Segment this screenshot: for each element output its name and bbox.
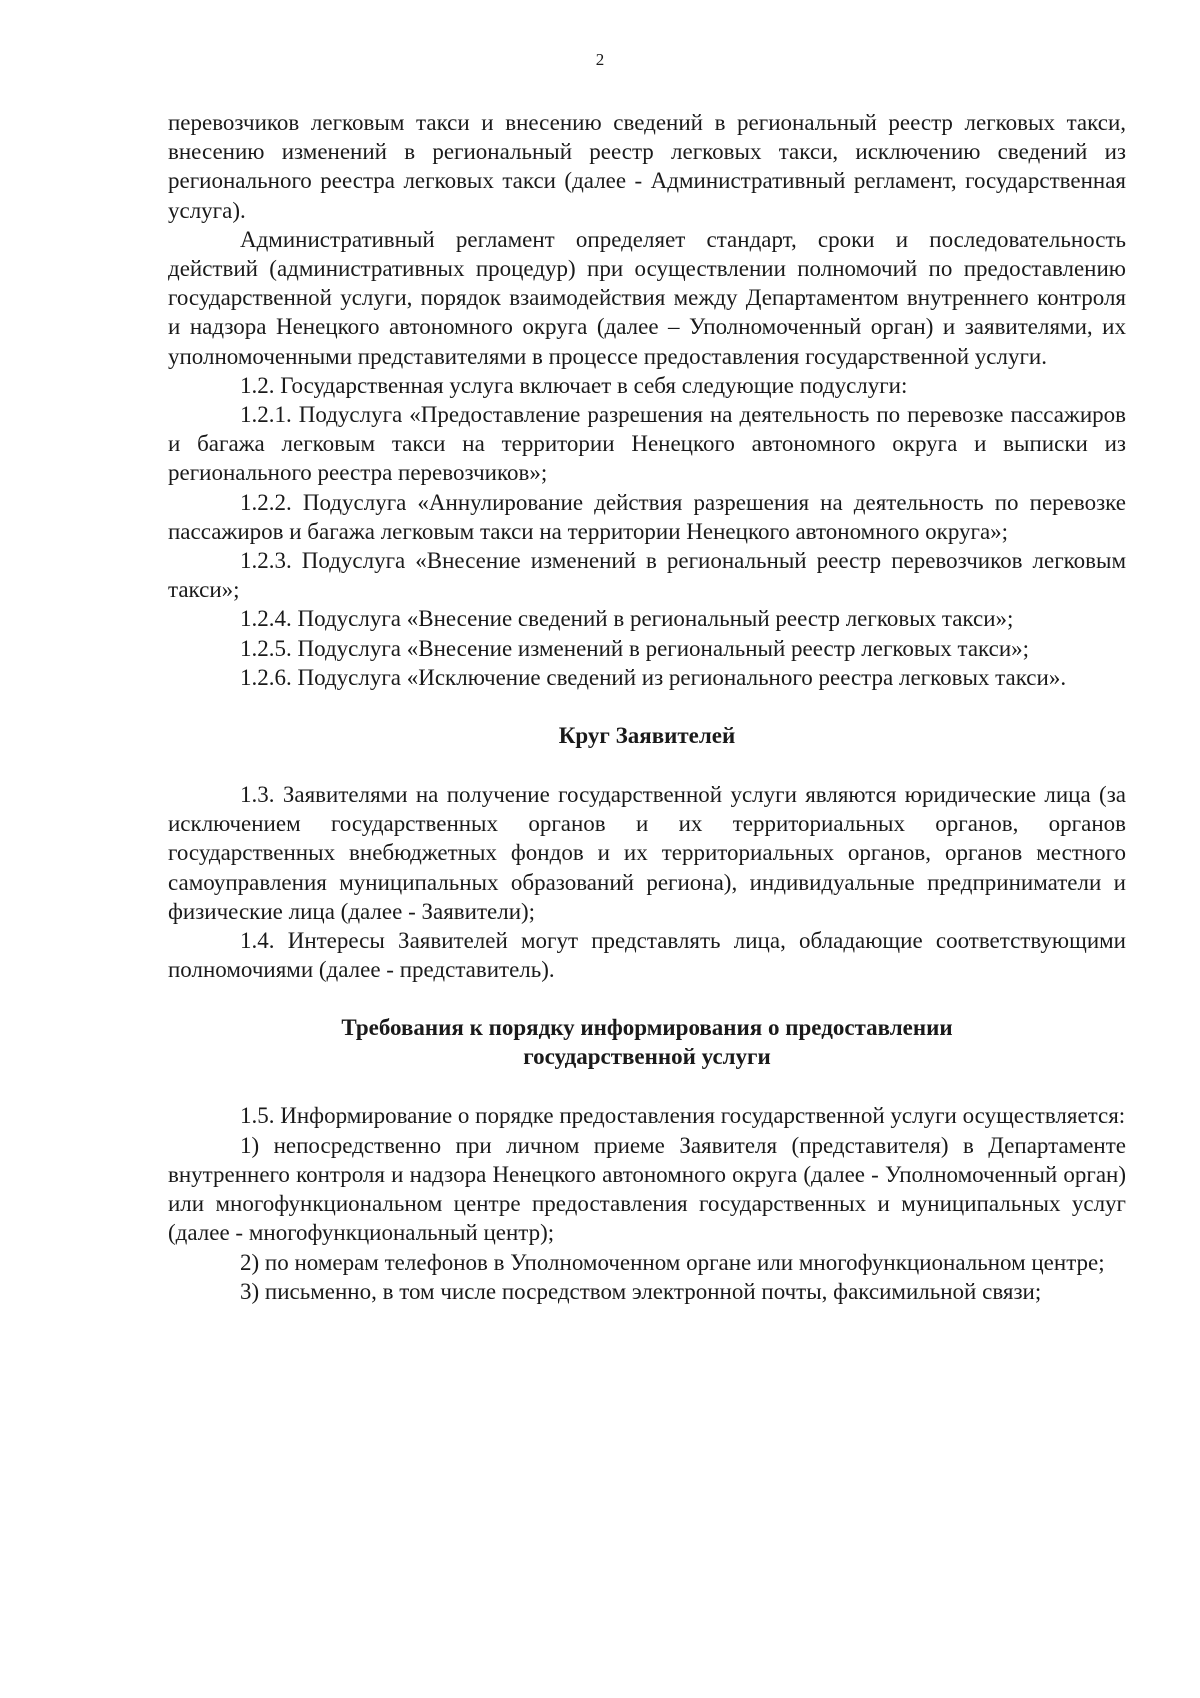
- list-item-2: 2) по номерам телефонов в Уполномоченном органе или многофункциональном центре;: [240, 1249, 1105, 1275]
- paragraph-1-3: 1.3. Заявителями на получение государственной услуги являются юридические лица (за исключением государственных органов и их территориальных органов, органов государственных внебюджетных фондов и их территориальных органов, органов местного самоуправления муниципальных образований региона), индивидуальные предприниматели и физические лица (далее - Заявители);: [168, 782, 1126, 924]
- paragraph-regulation-scope: Административный регламент определяет стандарт, сроки и последовательность действий (административных процедур) при осуществлении полномочий по предоставлению государственной услуги, порядок взаимодействия между Департаментом внутреннего контроля и надзора Ненецкого автономного округа (далее – Уполномоченный орган) и заявителями, их уполномоченными представителями в процессе предоставления государственной услуги.: [168, 226, 1126, 369]
- page-number: 2: [595, 50, 605, 69]
- section-heading-applicants: Круг Заявителей: [558, 723, 736, 749]
- paragraph-1-2-5: 1.2.5. Подуслуга «Внесение изменений в региональный реестр легковых такси»;: [240, 635, 1030, 661]
- paragraph-1-2-6: 1.2.6. Подуслуга «Исключение сведений из регионального реестра легковых такси».: [240, 664, 1067, 690]
- section-heading-informing-line2: государственной услуги: [523, 1044, 771, 1070]
- paragraph-continuation: перевозчиков легковым такси и внесению сведений в региональный реестр легковых такси, внесению изменений в региональный реестр легковых такси, исключению сведений из регионального реестра легковых такси (далее - Административный регламент, государственная услуга).: [168, 110, 1126, 223]
- paragraph-1-2-4: 1.2.4. Подуслуга «Внесение сведений в региональный реестр легковых такси»;: [240, 606, 1014, 632]
- list-item-1: 1) непосредственно при личном приеме Заявителя (представителя) в Департаменте внутреннего контроля и надзора Ненецкого автономного округа (далее - Уполномоченный орган) или многофункциональном центре предоставления государственных и муниципальных услуг (далее - многофункциональный центр);: [168, 1132, 1126, 1246]
- paragraph-1-5: 1.5. Информирование о порядке предоставления государственной услуги осуществляется:: [240, 1103, 1126, 1129]
- section-heading-informing-line1: Требования к порядку информирования о предоставлении: [341, 1015, 953, 1041]
- section-heading-informing: [168, 1013, 1126, 1071]
- paragraph-1-2: 1.2. Государственная услуга включает в себя следующие подуслуги:: [240, 372, 908, 398]
- document-body: [168, 108, 1126, 1306]
- paragraph-1-4: 1.4. Интересы Заявителей могут представлять лица, обладающие соответствующими полномочиями (далее - представитель).: [168, 928, 1126, 983]
- paragraph-1-2-3: 1.2.3. Подуслуга «Внесение изменений в региональный реестр перевозчиков легковым такси»;: [168, 548, 1126, 603]
- paragraph-1-2-1: 1.2.1. Подуслуга «Предоставление разрешения на деятельность по перевозке пассажиров и багажа легковым такси на территории Ненецкого автономного округа и выписки из регионального реестра перевозчиков»;: [168, 402, 1126, 486]
- list-item-3: 3) письменно, в том числе посредством электронной почты, факсимильной связи;: [240, 1278, 1042, 1304]
- paragraph-1-2-2: 1.2.2. Подуслуга «Аннулирование действия разрешения на деятельность по перевозке пассажиров и багажа легковым такси на территории Ненецкого автономного округа»;: [168, 489, 1126, 544]
